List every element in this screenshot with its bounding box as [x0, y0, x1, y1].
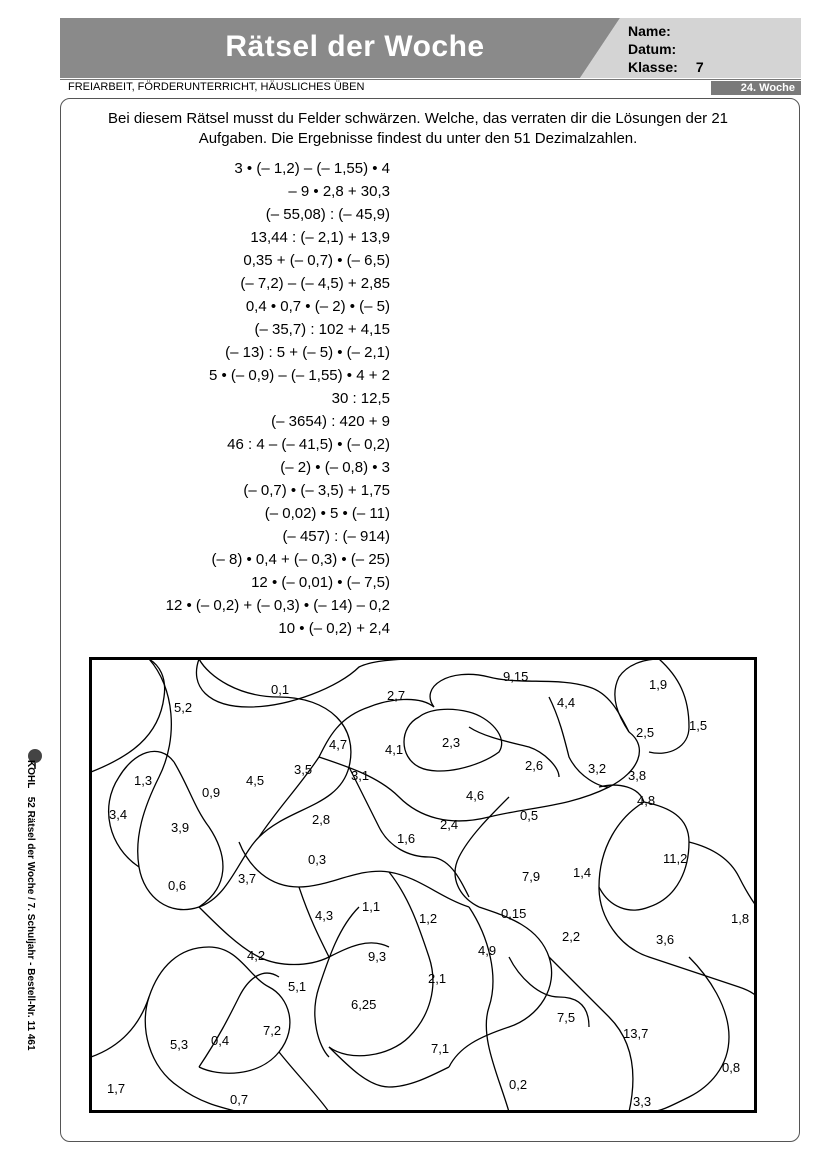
puzzle-number: 0,4 — [211, 1033, 230, 1048]
task-item: 0,4 • 0,7 • (– 2) • (– 5) — [245, 298, 390, 315]
task-item: (– 0,7) • (– 3,5) + 1,75 — [243, 482, 390, 499]
puzzle-number: 0,2 — [509, 1077, 528, 1092]
puzzle-number: 0,6 — [168, 878, 187, 893]
task-item: 3 • (– 1,2) – (– 1,55) • 4 — [234, 160, 390, 177]
puzzle-number: 3,5 — [294, 762, 313, 777]
puzzle-number: 3,7 — [238, 871, 257, 886]
puzzle-svg — [89, 657, 757, 1113]
puzzle-number: 0,3 — [308, 852, 327, 867]
puzzle-image — [89, 657, 757, 1113]
puzzle-number: 1,7 — [107, 1081, 126, 1096]
task-item: (– 13) : 5 + (– 5) • (– 2,1) — [225, 344, 390, 361]
puzzle-number: 9,3 — [368, 949, 387, 964]
puzzle-number: 0,5 — [520, 808, 539, 823]
task-item: 12 • (– 0,01) • (– 7,5) — [251, 574, 390, 591]
puzzle-number: 1,5 — [689, 718, 708, 733]
puzzle-number: 1,9 — [649, 677, 668, 692]
puzzle-number: 2,5 — [636, 725, 655, 740]
puzzle-number: 3,1 — [351, 768, 370, 783]
puzzle-number: 4,3 — [315, 908, 334, 923]
task-item: 30 : 12,5 — [331, 390, 390, 407]
task-item: 5 • (– 0,9) – (– 1,55) • 4 + 2 — [208, 367, 390, 384]
task-item: 13,44 : (– 2,1) + 13,9 — [250, 229, 390, 246]
task-item: – 9 • 2,8 + 30,3 — [288, 183, 390, 200]
instructions: Bei diesem Rätsel musst du Felder schwärzen. Welche, das verraten dir die Lösungen der 21 Aufgaben. Die Ergebnisse findest du unter den 51 Dezimalzahlen. — [107, 110, 729, 147]
date-label: Datum: — [628, 41, 677, 57]
puzzle-number: 4,5 — [246, 773, 265, 788]
header — [60, 18, 801, 78]
puzzle-number: 4,7 — [329, 737, 348, 752]
page-title: Rätsel der Woche — [225, 30, 485, 63]
puzzle-number: 7,9 — [522, 869, 541, 884]
puzzle-number: 0,15 — [501, 906, 527, 921]
side-footer — [25, 760, 36, 1051]
class-value: 7 — [695, 59, 704, 75]
puzzle-number: 1,6 — [397, 831, 416, 846]
task-item: (– 35,7) : 102 + 4,15 — [254, 321, 390, 338]
logo-text: KOHL — [25, 760, 36, 789]
puzzle-number: 3,3 — [633, 1094, 652, 1109]
puzzle-number: 3,2 — [588, 761, 607, 776]
puzzle-number: 4,1 — [385, 742, 404, 757]
puzzle-number: 4,2 — [247, 948, 266, 963]
puzzle-number: 13,7 — [623, 1026, 649, 1041]
puzzle-number: 7,2 — [263, 1023, 282, 1038]
puzzle-number: 3,4 — [109, 807, 128, 822]
task-item: (– 0,02) • 5 • (– 11) — [264, 505, 390, 522]
puzzle-number: 5,3 — [170, 1037, 189, 1052]
puzzle-number: 0,1 — [271, 682, 290, 697]
puzzle-number: 5,2 — [174, 700, 193, 715]
student-info — [628, 22, 704, 76]
puzzle-number: 1,3 — [134, 773, 153, 788]
puzzle-number: 7,5 — [557, 1010, 576, 1025]
puzzle-number: 1,1 — [362, 899, 381, 914]
puzzle-number: 2,6 — [525, 758, 544, 773]
week-badge: 24. Woche — [711, 81, 801, 95]
order-info: 52 Rätsel der Woche / 7. Schuljahr - Bestell-Nr. 11 461 — [25, 796, 36, 1051]
task-item: 10 • (– 0,2) + 2,4 — [278, 620, 390, 637]
puzzle-number: 3,8 — [628, 768, 647, 783]
task-item: (– 2) • (– 0,8) • 3 — [280, 459, 390, 476]
puzzle-number: 2,4 — [440, 817, 459, 832]
puzzle-number: 3,6 — [656, 932, 675, 947]
task-item: (– 7,2) – (– 4,5) + 2,85 — [240, 275, 390, 292]
task-item: (– 3654) : 420 + 9 — [271, 413, 390, 430]
name-label: Name: — [628, 23, 671, 39]
puzzle-number: 4,6 — [466, 788, 485, 803]
class-label: Klasse: — [628, 59, 678, 75]
puzzle-number: 4,8 — [637, 793, 656, 808]
puzzle-number: 0,8 — [722, 1060, 741, 1075]
subtitle: FREIARBEIT, FÖRDERUNTERRICHT, HÄUSLICHES ÜBEN — [68, 81, 365, 93]
puzzle-number: 2,2 — [562, 929, 581, 944]
puzzle-number: 5,1 — [288, 979, 307, 994]
puzzle-number: 4,4 — [557, 695, 576, 710]
puzzle-number: 4,9 — [478, 943, 497, 958]
puzzle-number: 7,1 — [431, 1041, 450, 1056]
puzzle-number: 1,2 — [419, 911, 438, 926]
puzzle-number: 0,9 — [202, 785, 221, 800]
puzzle-number: 3,9 — [171, 820, 190, 835]
puzzle-number: 2,8 — [312, 812, 331, 827]
task-item: (– 8) • 0,4 + (– 0,3) • (– 25) — [211, 551, 390, 568]
task-item: (– 55,08) : (– 45,9) — [265, 206, 390, 223]
task-item: (– 457) : (– 914) — [282, 528, 390, 545]
task-item: 46 : 4 – (– 41,5) • (– 0,2) — [227, 436, 390, 453]
subtitle-bar — [60, 79, 801, 95]
puzzle-number: 11,2 — [663, 851, 688, 866]
puzzle-number: 2,1 — [428, 971, 447, 986]
puzzle-number: 1,8 — [731, 911, 750, 926]
puzzle-number: 2,3 — [442, 735, 461, 750]
puzzle-number: 2,7 — [387, 688, 406, 703]
puzzle-number: 9,15 — [503, 669, 529, 684]
puzzle-number: 1,4 — [573, 865, 592, 880]
task-item: 12 • (– 0,2) + (– 0,3) • (– 14) – 0,2 — [165, 597, 390, 614]
puzzle-number: 6,25 — [351, 997, 377, 1012]
task-item: 0,35 + (– 0,7) • (– 6,5) — [243, 252, 390, 269]
puzzle-number: 0,7 — [230, 1092, 249, 1107]
